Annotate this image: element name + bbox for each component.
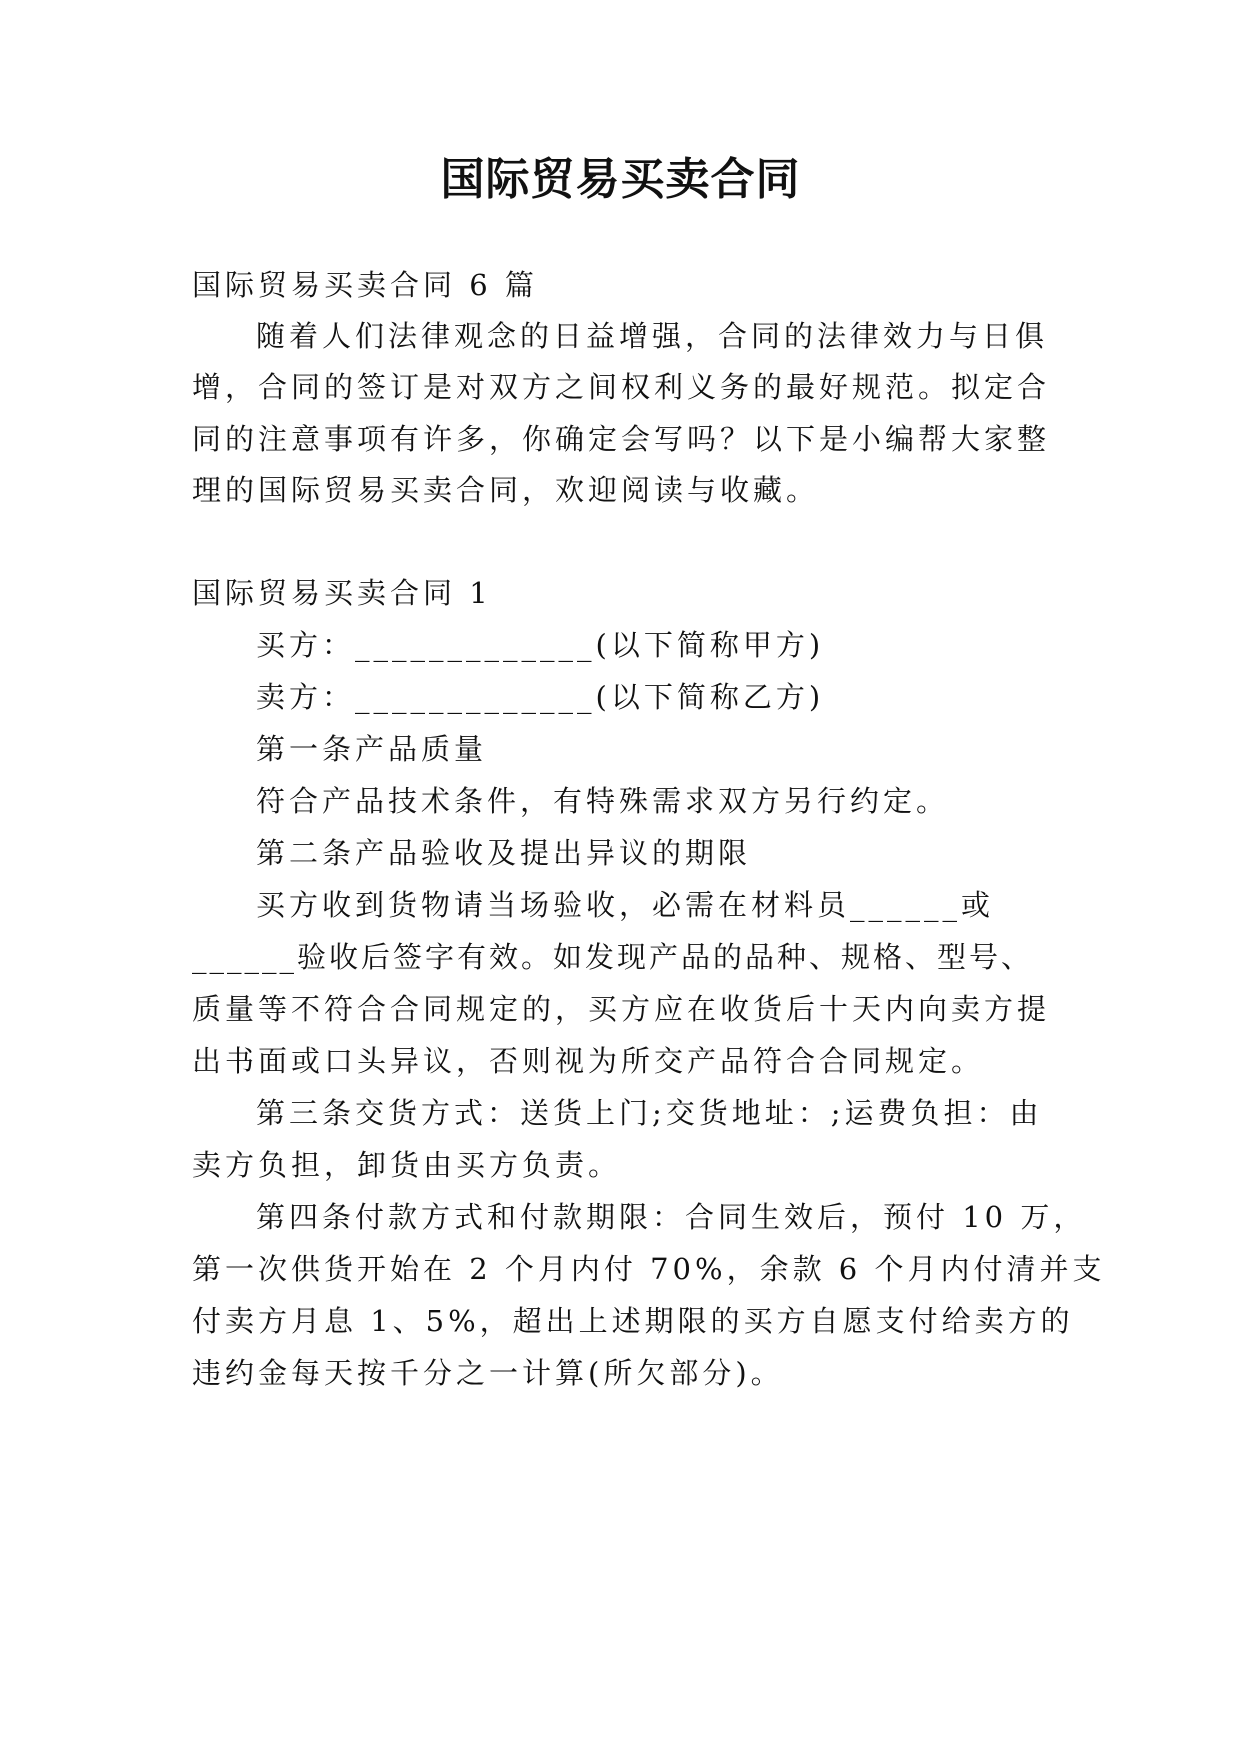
section-heading: 国际贸易买卖合同 1 — [192, 576, 492, 610]
intro-line-1: 随着人们法律观念的日益增强，合同的法律效力与日俱 — [256, 319, 1049, 353]
article-2-text-4: 出书面或口头异议，否则视为所交产品符合合同规定。 — [192, 1044, 985, 1078]
article-2-text-1: 买方收到货物请当场验收，必需在材料员______或 — [256, 888, 995, 922]
article-1-heading: 第一条产品质量 — [256, 732, 488, 766]
subtitle-line: 国际贸易买卖合同 6 篇 — [192, 268, 538, 302]
buyer-line: 买方：_____________(以下简称甲方) — [256, 628, 825, 662]
article-4-text-2: 第一次供货开始在 2 个月内付 70%，余款 6 个月内付清并支 — [192, 1252, 1106, 1286]
intro-line-2: 增，合同的签订是对双方之间权利义务的最好规范。拟定合 — [192, 370, 1051, 404]
article-4-text-4: 违约金每天按千分之一计算(所欠部分)。 — [192, 1356, 784, 1390]
article-3-text-1: 第三条交货方式：送货上门;交货地址：;运费负担：由 — [256, 1096, 1043, 1130]
article-4-text-3: 付卖方月息 1、5%，超出上述期限的买方自愿支付给卖方的 — [192, 1304, 1074, 1338]
article-3-text-2: 卖方负担，卸货由买方负责。 — [192, 1148, 622, 1182]
article-2-text-2: ______验收后签字有效。如发现产品的品种、规格、型号、 — [192, 940, 1034, 974]
document-title: 国际贸易买卖合同 — [440, 154, 801, 205]
article-4-text-1: 第四条付款方式和付款期限：合同生效后，预付 10 万， — [256, 1200, 1087, 1234]
intro-line-3: 同的注意事项有许多，你确定会写吗？以下是小编帮大家整 — [192, 422, 1051, 456]
article-2-heading: 第二条产品验收及提出异议的期限 — [256, 836, 752, 870]
article-2-text-3: 质量等不符合合同规定的，买方应在收货后十天内向卖方提 — [192, 992, 1051, 1026]
article-1-text: 符合产品技术条件，有特殊需求双方另行约定。 — [256, 784, 950, 818]
seller-line: 卖方：_____________(以下简称乙方) — [256, 680, 825, 714]
intro-line-4: 理的国际贸易买卖合同，欢迎阅读与收藏。 — [192, 473, 820, 507]
